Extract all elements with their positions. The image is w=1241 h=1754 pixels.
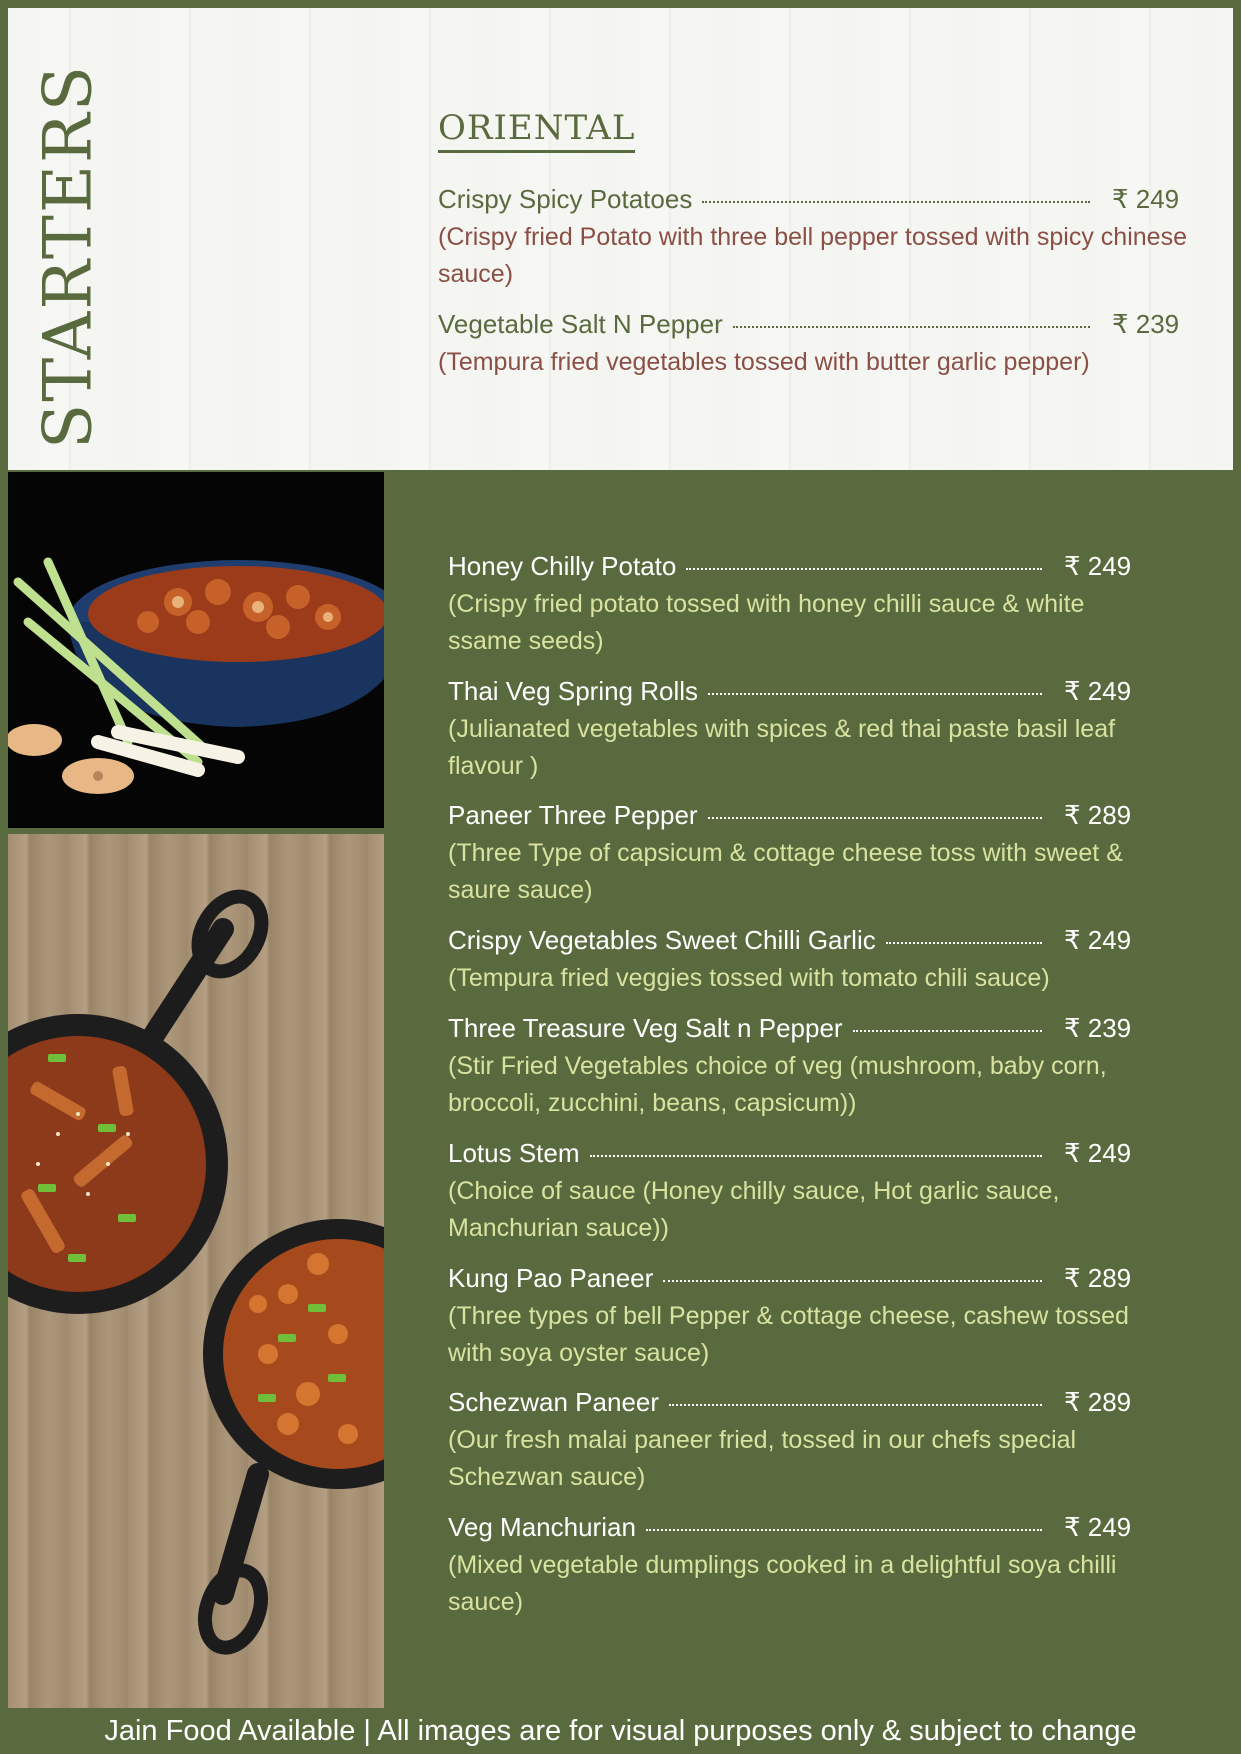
item-description: (Three Type of capsicum & cottage cheese toss with sweet & saure sauce): [448, 839, 1123, 904]
dot-leader: [590, 1155, 1042, 1157]
item-name: Crispy Spicy Potatoes: [438, 184, 693, 214]
dot-leader: [733, 326, 1090, 328]
item-description: (Mixed vegetable dumplings cooked in a delightful soya chilli sauce): [448, 1551, 1117, 1616]
oriental-heading: ORIENTAL: [438, 108, 635, 153]
item-price: ₹ 249: [1064, 676, 1132, 706]
item-name: Kung Pao Paneer: [448, 1263, 654, 1293]
item-description: (Tempura fried veggies tossed with tomato chili sauce): [448, 964, 1050, 992]
item-price: ₹ 289: [1064, 800, 1132, 830]
item-price: ₹ 239: [1064, 1013, 1132, 1043]
item-description: (Crispy fried Potato with three bell pepper tossed with spicy chinese sauce): [438, 223, 1187, 288]
food-photo-honey-chilly-potato: [8, 472, 384, 828]
item-name: Schezwan Paneer: [448, 1387, 660, 1417]
item-price: ₹ 249: [1064, 1138, 1132, 1168]
item-description: (Julianated vegetables with spices & red thai paste basil leaf flavour ): [448, 715, 1116, 780]
menu-item: [448, 1387, 1140, 1496]
item-description: (Stir Fried Vegetables choice of veg (mushroom, baby corn, broccoli, zucchini, beans, capsicum)): [448, 1052, 1107, 1117]
item-price: ₹ 239: [1112, 309, 1180, 339]
menu-item: [448, 551, 1140, 660]
item-price: ₹ 249: [1064, 551, 1132, 581]
item-price: ₹ 289: [1064, 1387, 1132, 1417]
dot-leader: [708, 693, 1042, 695]
section-title: STARTERS: [29, 64, 107, 449]
item-name: Veg Manchurian: [448, 1512, 636, 1542]
item-description: (Crispy fried potato tossed with honey chilli sauce & white ssame seeds): [448, 590, 1085, 655]
dot-leader: [853, 1030, 1042, 1032]
food-photo-skillets: [8, 834, 384, 1708]
menu-item: [438, 184, 1188, 293]
menu-item: [448, 1138, 1140, 1247]
item-name: Honey Chilly Potato: [448, 551, 677, 581]
menu-item: [448, 1512, 1140, 1621]
menu-item: [448, 800, 1140, 909]
item-name: Paneer Three Pepper: [448, 800, 698, 830]
item-price: ₹ 289: [1064, 1263, 1132, 1293]
menu-item: [448, 1013, 1140, 1122]
item-description: (Tempura fried vegetables tossed with butter garlic pepper): [438, 348, 1090, 376]
menu-item: [448, 925, 1140, 997]
item-name: Vegetable Salt N Pepper: [438, 309, 723, 339]
dot-leader: [702, 201, 1090, 203]
dot-leader: [669, 1404, 1042, 1406]
item-description: (Our fresh malai paneer fried, tossed in our chefs special Schezwan sauce): [448, 1426, 1077, 1491]
dot-leader: [646, 1529, 1042, 1531]
item-description: (Choice of sauce (Honey chilly sauce, Hot garlic sauce, Manchurian sauce)): [448, 1177, 1060, 1242]
item-price: ₹ 249: [1064, 925, 1132, 955]
dot-leader: [663, 1280, 1042, 1282]
menu-item: [448, 1263, 1140, 1372]
item-name: Thai Veg Spring Rolls: [448, 676, 699, 706]
item-description: (Three types of bell Pepper & cottage cheese, cashew tossed with soya oyster sauce): [448, 1302, 1129, 1367]
item-name: Three Treasure Veg Salt n Pepper: [448, 1013, 843, 1043]
item-name: Lotus Stem: [448, 1138, 580, 1168]
dot-leader: [708, 817, 1042, 819]
menu-item: [438, 309, 1188, 381]
item-name: Crispy Vegetables Sweet Chilli Garlic: [448, 925, 876, 955]
dot-leader: [686, 568, 1042, 570]
menu-item: [448, 676, 1140, 785]
footer-note: Jain Food Available | All images are for visual purposes only & subject to change: [104, 1715, 1137, 1747]
dot-leader: [886, 942, 1042, 944]
item-price: ₹ 249: [1112, 184, 1180, 214]
item-price: ₹ 249: [1064, 1512, 1132, 1542]
